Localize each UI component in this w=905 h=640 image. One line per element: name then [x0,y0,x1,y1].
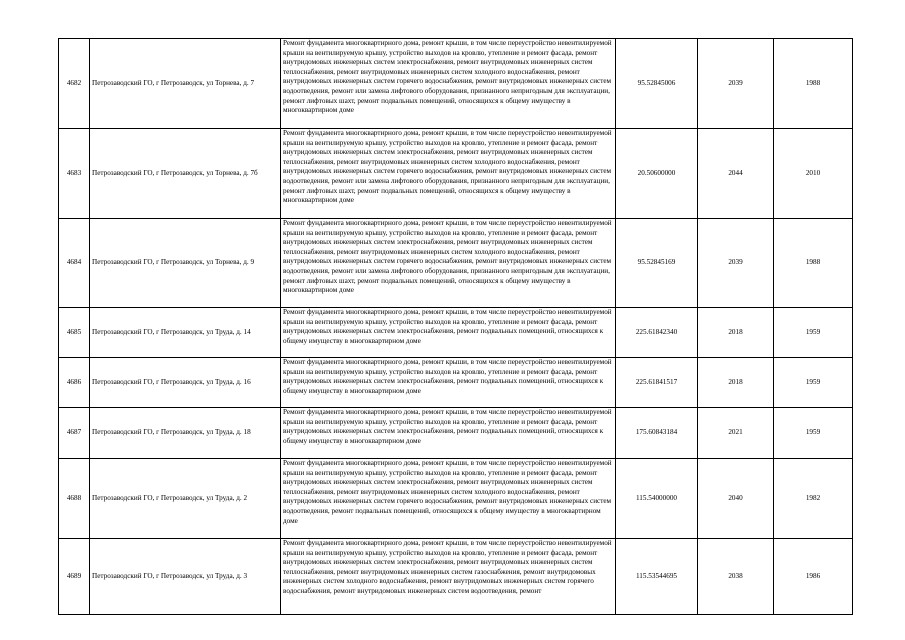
row-plan-year: 2021 [698,408,774,459]
row-build-year: 1959 [774,308,853,358]
row-cost: 115.54000000 [616,459,698,539]
row-number: 4683 [59,129,90,219]
row-works [281,358,616,408]
row-plan-year: 2018 [698,308,774,358]
table-row [59,39,853,129]
table-row [59,219,853,308]
row-address: Петрозаводский ГО, г Петрозаводск, ул Труда, д. 16 [90,358,281,408]
row-works-text: Ремонт фундамента многоквартирного дома, ремонт крыши, в том числе переустройство невентилируемой крыши на вентилируемую крышу, устройство выходов на кровлю, утепление и ремонт фасада, ремонт внутридомовых инженерных систем электроснабжения, ремонт подвальных помещений, относящихся к общему имуществу в многоквартирном доме [283,358,612,395]
row-plan-year: 2039 [698,219,774,308]
row-works [281,129,616,219]
capital-repair-table [58,38,853,615]
row-cost: 175.60843184 [616,408,698,459]
row-cost: 225.61841517 [616,358,698,408]
row-address: Петрозаводский ГО, г Петрозаводск, ул Труда, д. 18 [90,408,281,459]
table-row [59,129,853,219]
row-number: 4682 [59,39,90,129]
row-build-year: 1959 [774,358,853,408]
row-address: Петрозаводский ГО, г Петрозаводск, ул Торнева, д. 9 [90,219,281,308]
row-plan-year: 2040 [698,459,774,539]
row-plan-year: 2018 [698,358,774,408]
row-works-text: Ремонт фундамента многоквартирного дома, ремонт крыши, в том числе переустройство невентилируемой крыши на вентилируемую крышу, устройство выходов на кровлю, утепление и ремонт фасада, ремонт внутридомовых инженерных систем электроснабжения, ремонт подвальных помещений, относящихся к общему имуществу в многоквартирном доме [283,408,612,445]
row-build-year: 1959 [774,408,853,459]
row-build-year: 1986 [774,539,853,615]
row-cost: 95.52845169 [616,219,698,308]
row-build-year: 1988 [774,39,853,129]
row-works-text: Ремонт фундамента многоквартирного дома, ремонт крыши, в том числе переустройство невентилируемой крыши на вентилируемую крышу, устройство выходов на кровлю, утепление и ремонт фасада, ремонт внутридомовых инженерных систем электроснабжения, ремонт внутридомовых инженерных систем теплоснабжения, ремонт внутридомовых инженерных систем холодного водоснабжения, ремонт внутридомовых инженерных систем горячего водоснабжения, ремонт внутридомовых инженерных систем водоотведения, ремонт или замена лифтового оборудования, признанного непригодным для эксплуатации, ремонт лифтовых шахт, ремонт подвальных помещений, относящихся к общему имуществу в многоквартирном доме [283,219,612,295]
row-number: 4689 [59,539,90,615]
row-works [281,539,616,615]
row-address: Петрозаводский ГО, г Петрозаводск, ул Труда, д. 3 [90,539,281,615]
row-works [281,219,616,308]
row-cost: 225.61842340 [616,308,698,358]
table-row [59,308,853,358]
row-number: 4686 [59,358,90,408]
table-row [59,459,853,539]
row-plan-year: 2044 [698,129,774,219]
table-row [59,408,853,459]
row-plan-year: 2038 [698,539,774,615]
row-works [281,459,616,539]
row-cost: 115.53544695 [616,539,698,615]
row-build-year: 1982 [774,459,853,539]
table-row [59,358,853,408]
row-works [281,408,616,459]
row-works-text: Ремонт фундамента многоквартирного дома, ремонт крыши, в том числе переустройство невентилируемой крыши на вентилируемую крышу, устройство выходов на кровлю, утепление и ремонт фасада, ремонт внутридомовых инженерных систем электроснабжения, ремонт подвальных помещений, относящихся к общему имуществу в многоквартирном доме [283,308,612,345]
row-cost: 20.50600000 [616,129,698,219]
row-address: Петрозаводский ГО, г Петрозаводск, ул Торнева, д. 7 [90,39,281,129]
row-number: 4688 [59,459,90,539]
row-plan-year: 2039 [698,39,774,129]
row-works-text: Ремонт фундамента многоквартирного дома, ремонт крыши, в том числе переустройство невентилируемой крыши на вентилируемую крышу, устройство выходов на кровлю, утепление и ремонт фасада, ремонт внутридомовых инженерных систем электроснабжения, ремонт внутридомовых инженерных систем теплоснабжения, ремонт внутридомовых инженерных систем газоснабжения, ремонт внутридомовых инженерных систем холодного водоснабжения, ремонт внутридомовых инженерных систем горячего водоснабжения, ремонт внутридомовых инженерных систем водоотведения, ремонт [283,539,612,595]
row-works-text: Ремонт фундамента многоквартирного дома, ремонт крыши, в том числе переустройство невентилируемой крыши на вентилируемую крышу, устройство выходов на кровлю, утепление и ремонт фасада, ремонт внутридомовых инженерных систем электроснабжения, ремонт внутридомовых инженерных систем теплоснабжения, ремонт внутридомовых инженерных систем холодного водоснабжения, ремонт внутридомовых инженерных систем горячего водоснабжения, ремонт внутридомовых инженерных систем водоотведения, ремонт или замена лифтового оборудования, признанного непригодным для эксплуатации, ремонт лифтовых шахт, ремонт подвальных помещений, относящихся к общему имуществу в многоквартирном доме [283,129,612,205]
table-row [59,539,853,615]
table-body [59,39,853,615]
row-build-year: 2010 [774,129,853,219]
row-number: 4685 [59,308,90,358]
row-works-text: Ремонт фундамента многоквартирного дома, ремонт крыши, в том числе переустройство невентилируемой крыши на вентилируемую крышу, устройство выходов на кровлю, утепление и ремонт фасада, ремонт внутридомовых инженерных систем электроснабжения, ремонт внутридомовых инженерных систем теплоснабжения, ремонт внутридомовых инженерных систем холодного водоснабжения, ремонт внутридомовых инженерных систем горячего водоснабжения, ремонт внутридомовых инженерных систем водоотведения, ремонт или замена лифтового оборудования, признанного непригодным для эксплуатации, ремонт лифтовых шахт, ремонт подвальных помещений, относящихся к общему имуществу в многоквартирном доме [283,39,612,115]
row-cost: 95.52845006 [616,39,698,129]
row-number: 4687 [59,408,90,459]
row-works [281,39,616,129]
row-address: Петрозаводский ГО, г Петрозаводск, ул Труда, д. 14 [90,308,281,358]
row-number: 4684 [59,219,90,308]
row-works-text: Ремонт фундамента многоквартирного дома, ремонт крыши, в том числе переустройство невентилируемой крыши на вентилируемую крышу, устройство выходов на кровлю, утепление и ремонт фасада, ремонт внутридомовых инженерных систем электроснабжения, ремонт внутридомовых инженерных систем теплоснабжения, ремонт внутридомовых инженерных систем холодного водоснабжения, ремонт внутридомовых инженерных систем горячего водоснабжения, ремонт внутридомовых инженерных систем водоотведения, ремонт подвальных помещений, относящихся к общему имуществу в многоквартирном доме [283,459,612,525]
row-address: Петрозаводский ГО, г Петрозаводск, ул Труда, д. 2 [90,459,281,539]
row-address: Петрозаводский ГО, г Петрозаводск, ул Торнева, д. 7б [90,129,281,219]
row-works [281,308,616,358]
row-build-year: 1988 [774,219,853,308]
